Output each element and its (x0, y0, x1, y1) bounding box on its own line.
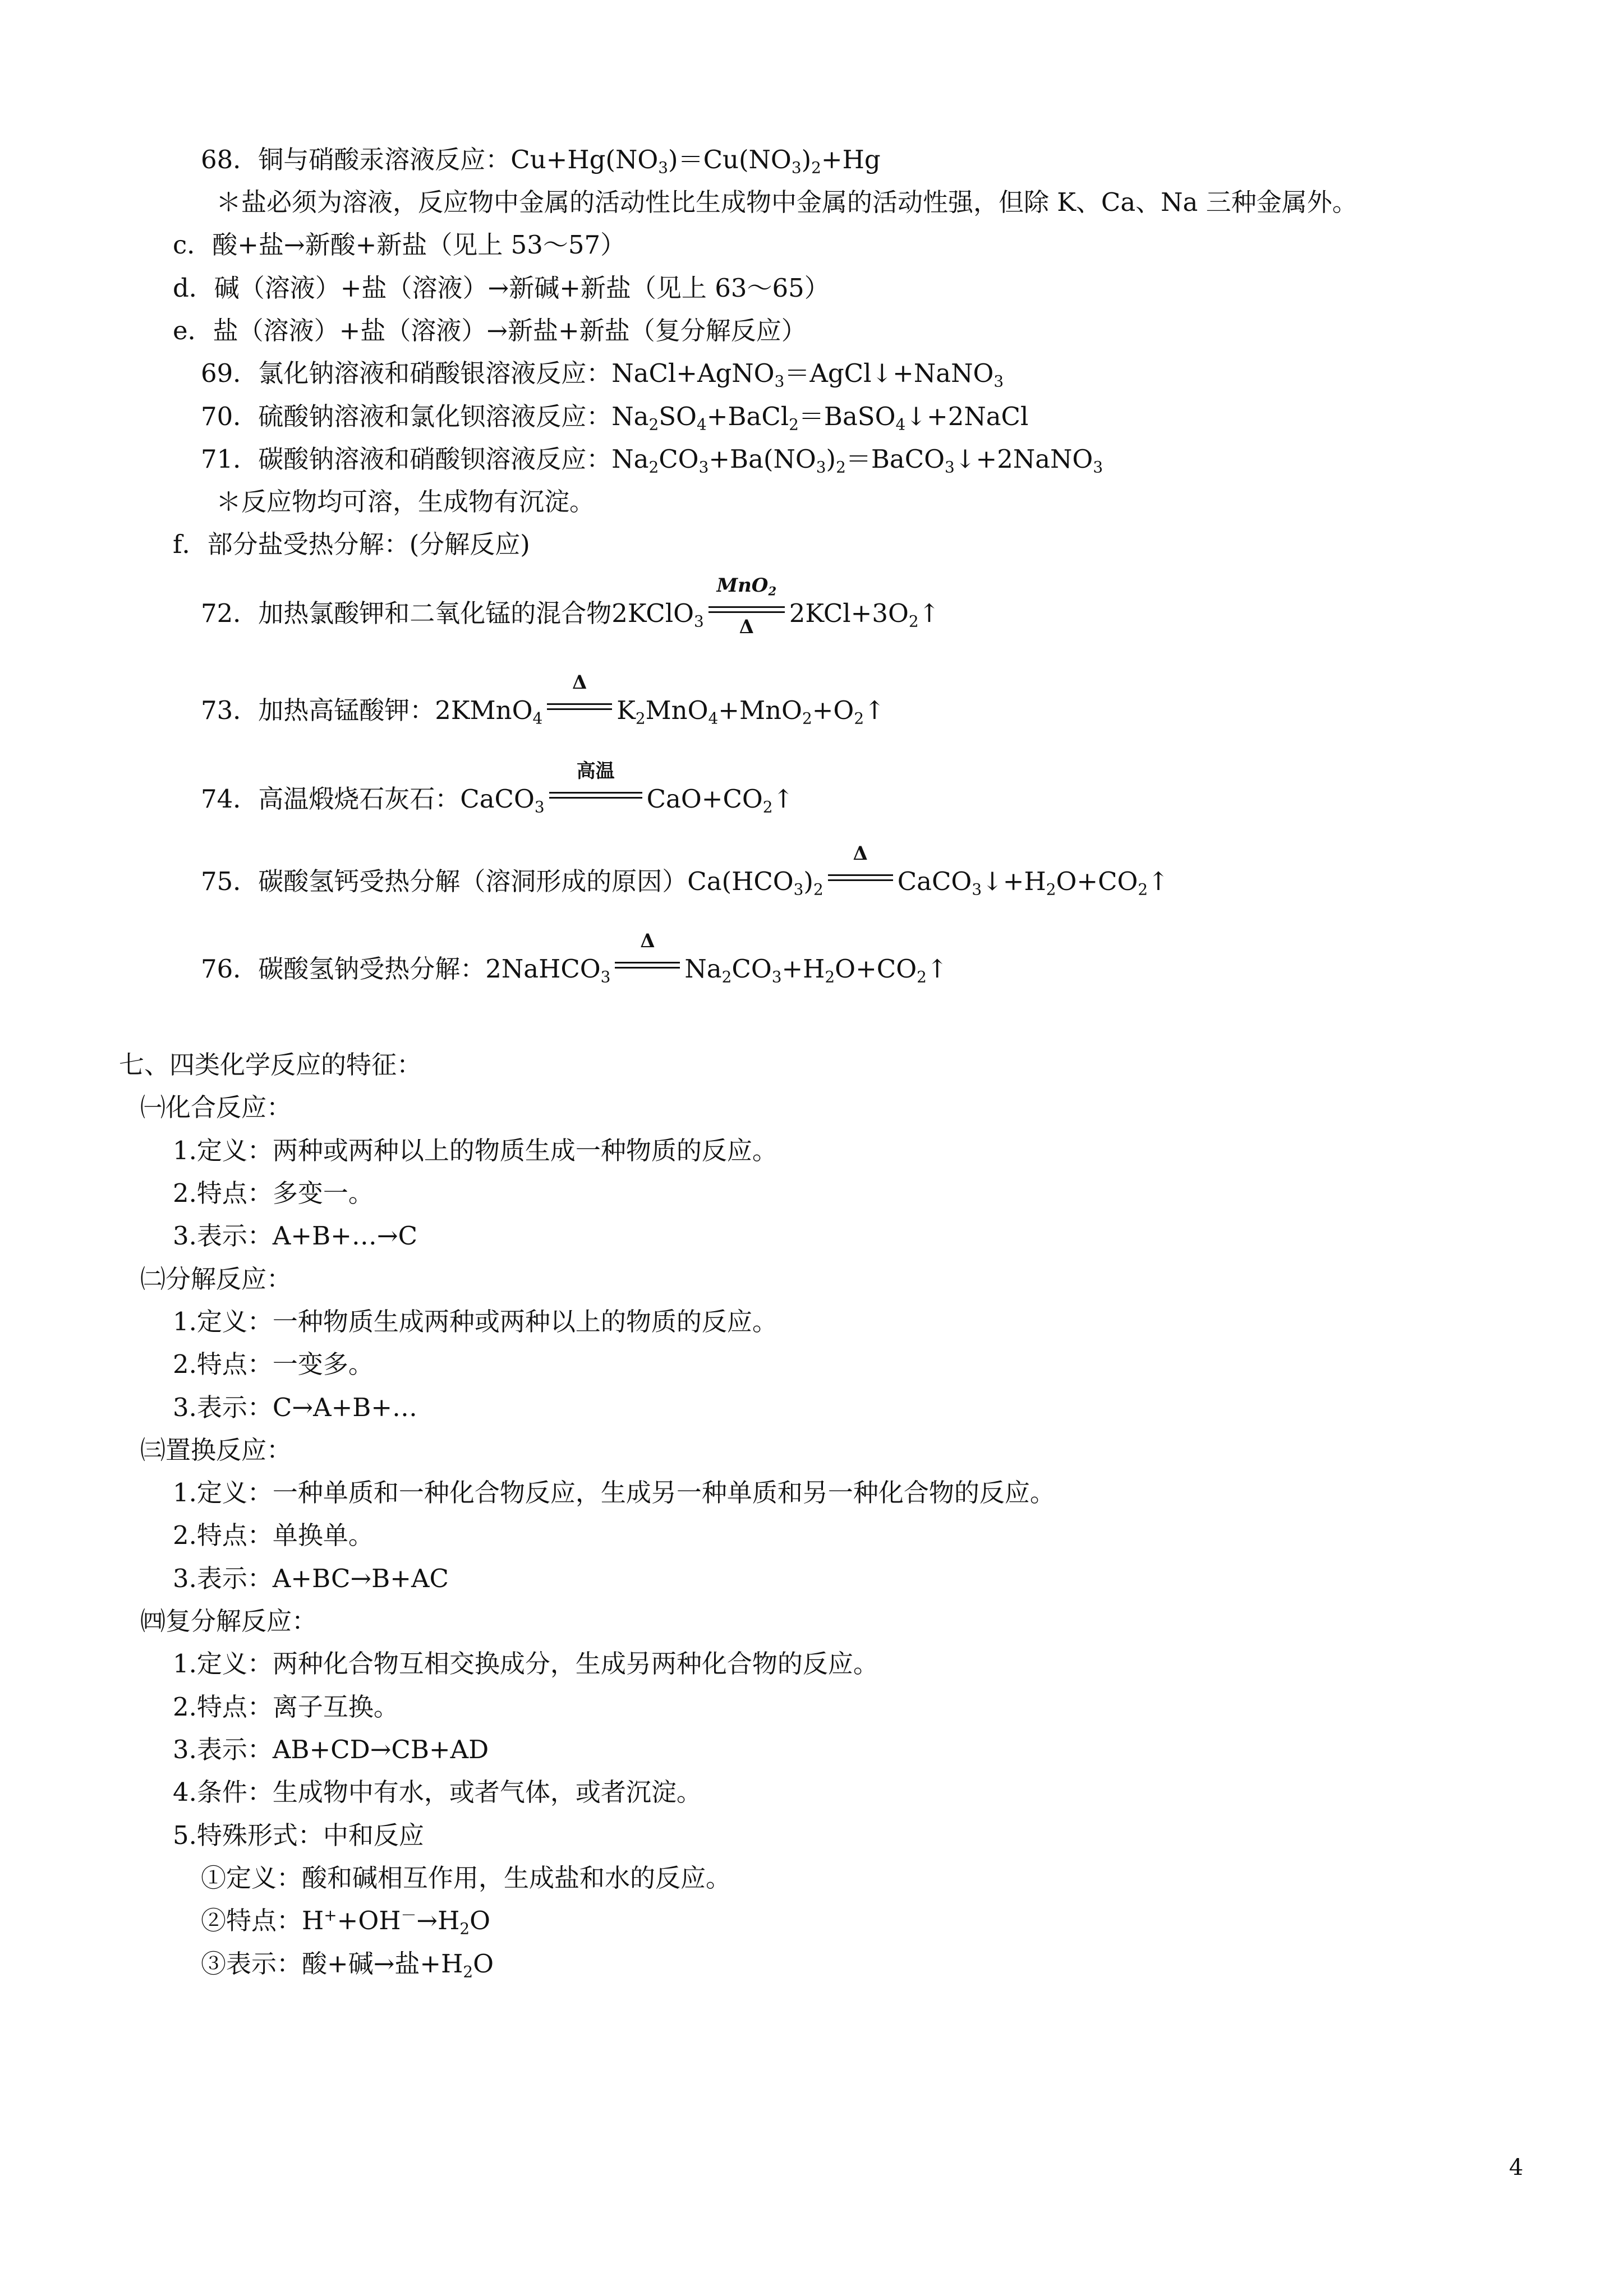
item-d: d．碱（溶液）+盐（溶液）→新碱+新盐（见上 63～65） (173, 273, 830, 303)
double-displacement-condition: 4.条件：生成物中有水，或者气体，或者沉淀。 (173, 1777, 702, 1807)
item-e: e．盐（溶液）+盐（溶液）→新盐+新盐（复分解反应） (173, 316, 807, 345)
neutralization-notation: ③表示：酸+碱→盐$+H_2O$ (201, 1949, 494, 1981)
decomposition-definition: 1.定义：一种物质生成两种或两种以上的物质的反应。 (173, 1307, 778, 1336)
reaction-73: 73．加热高锰酸钾：2KMnO$_4$ Δ $K_2MnO_4+MnO_2+O_2↑$ (201, 671, 885, 728)
subsection-decomposition-title: ㈡分解反应： (140, 1264, 292, 1294)
decomposition-feature: 2.特点：一变多。 (173, 1349, 374, 1379)
double-displacement-definition: 1.定义：两种化合物互相交换成分，生成另两种化合物的反应。 (173, 1649, 878, 1679)
double-displacement-notation: 3.表示：AB+CD→CB+AD (173, 1735, 489, 1764)
note-metal-activity: ＊盐必须为溶液，反应物中金属的活动性比生成物中金属的活动性强，但除 K、Ca、Na 三种金属外。 (216, 187, 1358, 217)
subsection-displacement-title: ㈢置换反应： (140, 1435, 292, 1465)
page-number: 4 (1509, 2155, 1524, 2180)
double-displacement-feature: 2.特点：离子互换。 (173, 1692, 399, 1722)
reaction-69: 69．氯化钠溶液和硝酸银溶液反应：NaCl+AgNO$_3$＝AgCl↓+NaNO$_3$ (201, 358, 1004, 391)
reaction-74: 74．高温煅烧石灰石：CaCO$_3$ 高温 $CaO+CO_2↑$ (201, 760, 794, 817)
subsection-combination-title: ㈠化合反应： (140, 1092, 292, 1122)
combination-feature: 2.特点：多变一。 (173, 1178, 374, 1208)
combination-definition: 1.定义：两种或两种以上的物质生成一种物质的反应。 (173, 1136, 778, 1165)
subsection-double-displacement-title: ㈣复分解反应： (140, 1606, 318, 1636)
item-f: f．部分盐受热分解：(分解反应) (173, 529, 530, 559)
reaction-70: 70．硫酸钠溶液和氯化钡溶液反应：$Na_2SO_4+BaCl_2=BaSO_4↓+2NaCl$ (201, 402, 1029, 434)
item-c: c．酸+盐→新酸+新盐（见上 53～57） (173, 230, 626, 260)
reaction-71: 71．碳酸钠溶液和硝酸钡溶液反应：$Na_2CO_3+Ba(NO_3)_2=BaCO_3↓+2NaNO_3$ (201, 444, 1103, 477)
reaction-72: 72．加热氯酸钾和二氧化锰的混合物2KClO$_3$ MnO$_2$ Δ $2KCl+3O_2↑$ (201, 574, 940, 638)
reaction-condition: MnO$_2$ Δ (707, 596, 786, 622)
neutralization-definition: ①定义：酸和碱相互作用，生成盐和水的反应。 (201, 1863, 732, 1893)
displacement-feature: 2.特点：单换单。 (173, 1520, 374, 1550)
reaction-68: 68．铜与硝酸汞溶液反应：$Cu+Hg(NO_3)=Cu(NO_3)_2+Hg$ (201, 145, 881, 177)
reaction-condition: 高温 (548, 782, 643, 808)
combination-notation: 3.表示：A+B+…→C (173, 1221, 418, 1251)
displacement-definition: 1.定义：一种单质和一种化合物反应，生成另一种单质和另一种化合物的反应。 (173, 1478, 1055, 1507)
reaction-condition: Δ (614, 952, 681, 978)
reaction-condition: Δ (546, 693, 613, 719)
reaction-76: 76．碳酸氢钠受热分解：2NaHCO$_3$ Δ $Na_2CO_3+H_2O+CO_2↑$ (201, 930, 948, 986)
double-displacement-special-form: 5.特殊形式：中和反应 (173, 1820, 424, 1850)
note-solubility: ＊反应物均可溶，生成物有沉淀。 (216, 487, 595, 517)
decomposition-notation: 3.表示：C→A+B+… (173, 1393, 418, 1422)
reaction-condition: Δ (827, 864, 894, 890)
section-7-heading: 七、四类化学反应的特征： (119, 1050, 422, 1080)
displacement-notation: 3.表示：A+BC→B+AC (173, 1564, 449, 1593)
neutralization-feature: ②特点：$H^++OH^-\to H_2O$ (201, 1906, 490, 1938)
reaction-75: 75．碳酸氢钙受热分解（溶洞形成的原因）$Ca(HCO_3)_2$ Δ $CaCO_3↓+H_2O+CO_2↑$ (201, 842, 1169, 899)
